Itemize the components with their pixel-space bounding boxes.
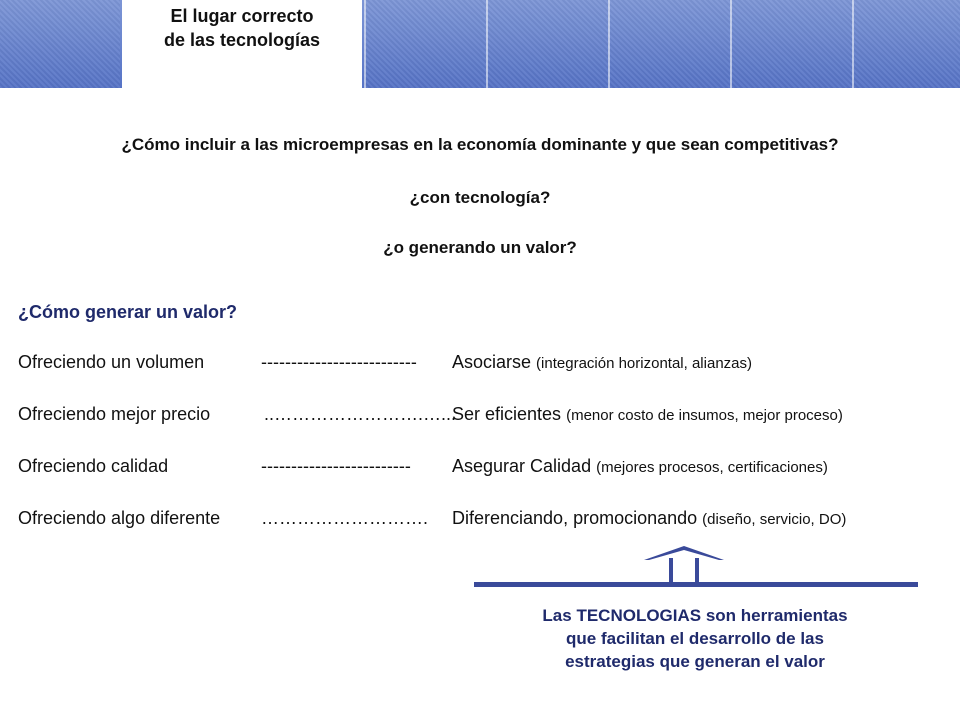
row-label: Ofreciendo un volumen xyxy=(18,352,205,372)
footer-line1: Las TECNOLOGIAS son herramientas xyxy=(542,606,848,625)
row-label: Ofreciendo calidad xyxy=(18,456,169,476)
header-tile xyxy=(730,0,852,88)
header-tile xyxy=(364,0,486,88)
support-roof xyxy=(644,546,724,560)
row-separator: ------------------------- xyxy=(261,456,411,476)
support-pillar-right xyxy=(695,558,699,584)
row-label: Ofreciendo algo diferente xyxy=(18,508,221,528)
row-separator: ..…………………….…... xyxy=(264,404,457,424)
row-result xyxy=(452,352,752,373)
footer-statement xyxy=(470,604,920,673)
row-result-main: Asegurar Calidad xyxy=(452,456,592,476)
footer-line2: que facilitan el desarrollo de las xyxy=(566,629,824,648)
row-result-detail: (integración horizontal, alianzas) xyxy=(536,355,752,372)
header-tile xyxy=(852,0,960,88)
row-separator: ………………………. xyxy=(261,508,429,528)
page-title-line1: El lugar correcto xyxy=(170,6,314,26)
row-result-detail: (mejores procesos, certificaciones) xyxy=(596,459,828,476)
row-label: Ofreciendo mejor precio xyxy=(18,404,211,424)
support-pillar-left xyxy=(669,558,673,584)
row-result-main: Ser eficientes xyxy=(452,404,562,424)
section-title: ¿Cómo generar un valor? xyxy=(18,302,238,322)
page-title-line2: de las tecnologías xyxy=(163,30,321,50)
row-result-main: Asociarse xyxy=(452,352,532,372)
header-tile xyxy=(486,0,608,88)
row-result xyxy=(452,456,828,477)
row-result xyxy=(452,508,846,529)
question-technology: ¿con tecnología? xyxy=(409,188,551,207)
header-tile xyxy=(0,0,120,88)
row-result-detail: (menor costo de insumos, mejor proceso) xyxy=(566,407,843,424)
support-arrow-icon xyxy=(470,542,920,592)
question-value: ¿o generando un valor? xyxy=(383,238,577,257)
question-main: ¿Cómo incluir a las microempresas en la economía dominante y que sean competitivas? xyxy=(121,135,839,154)
row-separator: -------------------------- xyxy=(261,352,417,372)
header-band xyxy=(0,0,960,88)
row-result-detail: (diseño, servicio, DO) xyxy=(702,511,847,528)
row-result-main: Diferenciando, promocionando xyxy=(452,508,698,528)
header-tile xyxy=(608,0,730,88)
row-result xyxy=(452,404,843,425)
footer-line3: estrategias que generan el valor xyxy=(565,652,825,671)
title-box xyxy=(122,0,362,88)
